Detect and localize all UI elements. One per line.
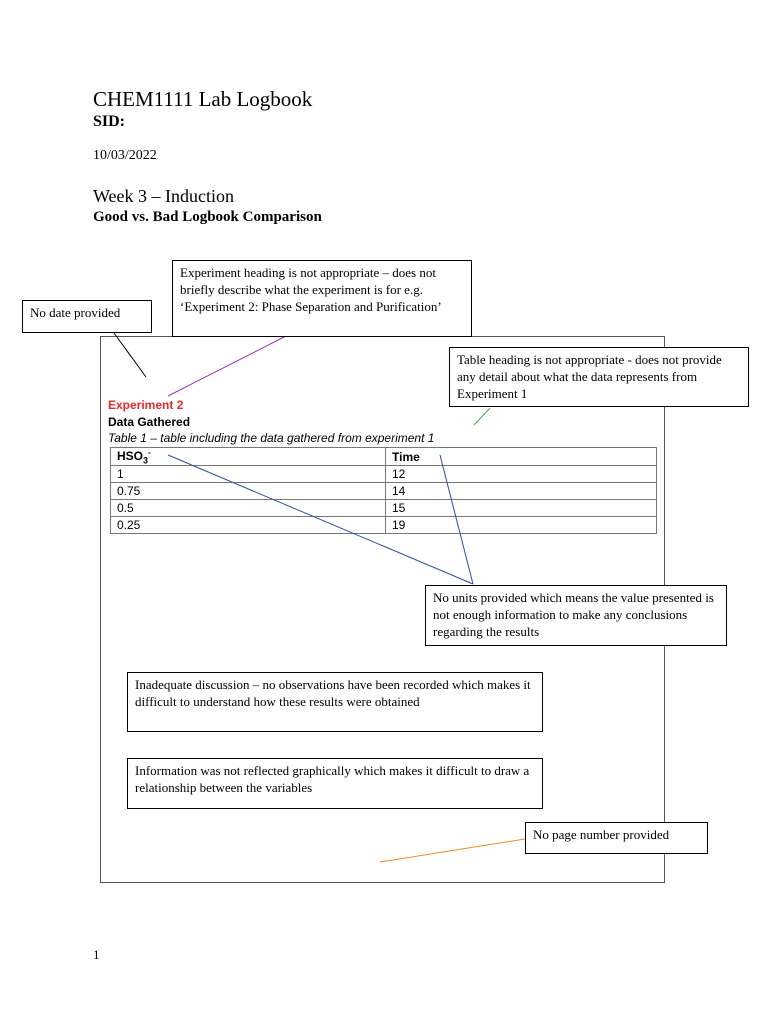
connector-table-heading bbox=[474, 408, 490, 425]
connector-units-hso3 bbox=[168, 455, 473, 584]
example-experiment-heading: Experiment 2 bbox=[108, 398, 184, 412]
callout-no-date: No date provided bbox=[22, 300, 152, 333]
page-number: 1 bbox=[93, 947, 100, 962]
callout-experiment-heading: Experiment heading is not appropriate – does not briefly describe what the experiment is for e.g. ‘Experiment 2: Phase Separation and Purification’ bbox=[172, 260, 472, 337]
table-cell: 14 bbox=[386, 483, 657, 500]
connector-units-time bbox=[440, 455, 473, 584]
column-header-hso3: $HSO_3^-$ bbox=[111, 448, 386, 466]
week-heading: Week 3 – Induction bbox=[93, 186, 235, 206]
example-table-caption: Table 1 – table including the data gathered from experiment 1 bbox=[108, 431, 435, 445]
callout-no-units: No units provided which means the value presented is not enough information to make any conclusions regarding the results bbox=[425, 585, 727, 646]
comparison-subtitle: Good vs. Bad Logbook Comparison bbox=[93, 209, 322, 225]
callout-no-page-number: No page number provided bbox=[525, 822, 708, 854]
connector-experiment-heading bbox=[168, 336, 286, 396]
document-date: 10/03/2022 bbox=[93, 148, 157, 163]
table-cell: 1 bbox=[111, 466, 386, 483]
callout-table-heading: Table heading is not appropriate - does not provide any detail about what the data represents from Experiment 1 bbox=[449, 347, 749, 407]
callout-inadequate-discussion: Inadequate discussion – no observations have been recorded which makes it difficult to understand how these results were obtained bbox=[127, 672, 543, 732]
table-cell: 0.75 bbox=[111, 483, 386, 500]
table-cell: 0.5 bbox=[111, 500, 386, 517]
table-cell: 0.25 bbox=[111, 517, 386, 534]
connector-page-number bbox=[380, 839, 525, 862]
table-cell: 19 bbox=[386, 517, 657, 534]
table-cell: 12 bbox=[386, 466, 657, 483]
callout-no-graph: Information was not reflected graphically which makes it difficult to draw a relationship between the variables bbox=[127, 758, 543, 809]
sid-label: SID: bbox=[93, 113, 126, 130]
example-section-heading: Data Gathered bbox=[108, 415, 191, 429]
table-cell: 15 bbox=[386, 500, 657, 517]
connector-no-date bbox=[114, 333, 146, 377]
column-header-time: Time bbox=[386, 448, 657, 466]
document-title: CHEM1111 Lab Logbook bbox=[93, 87, 313, 111]
